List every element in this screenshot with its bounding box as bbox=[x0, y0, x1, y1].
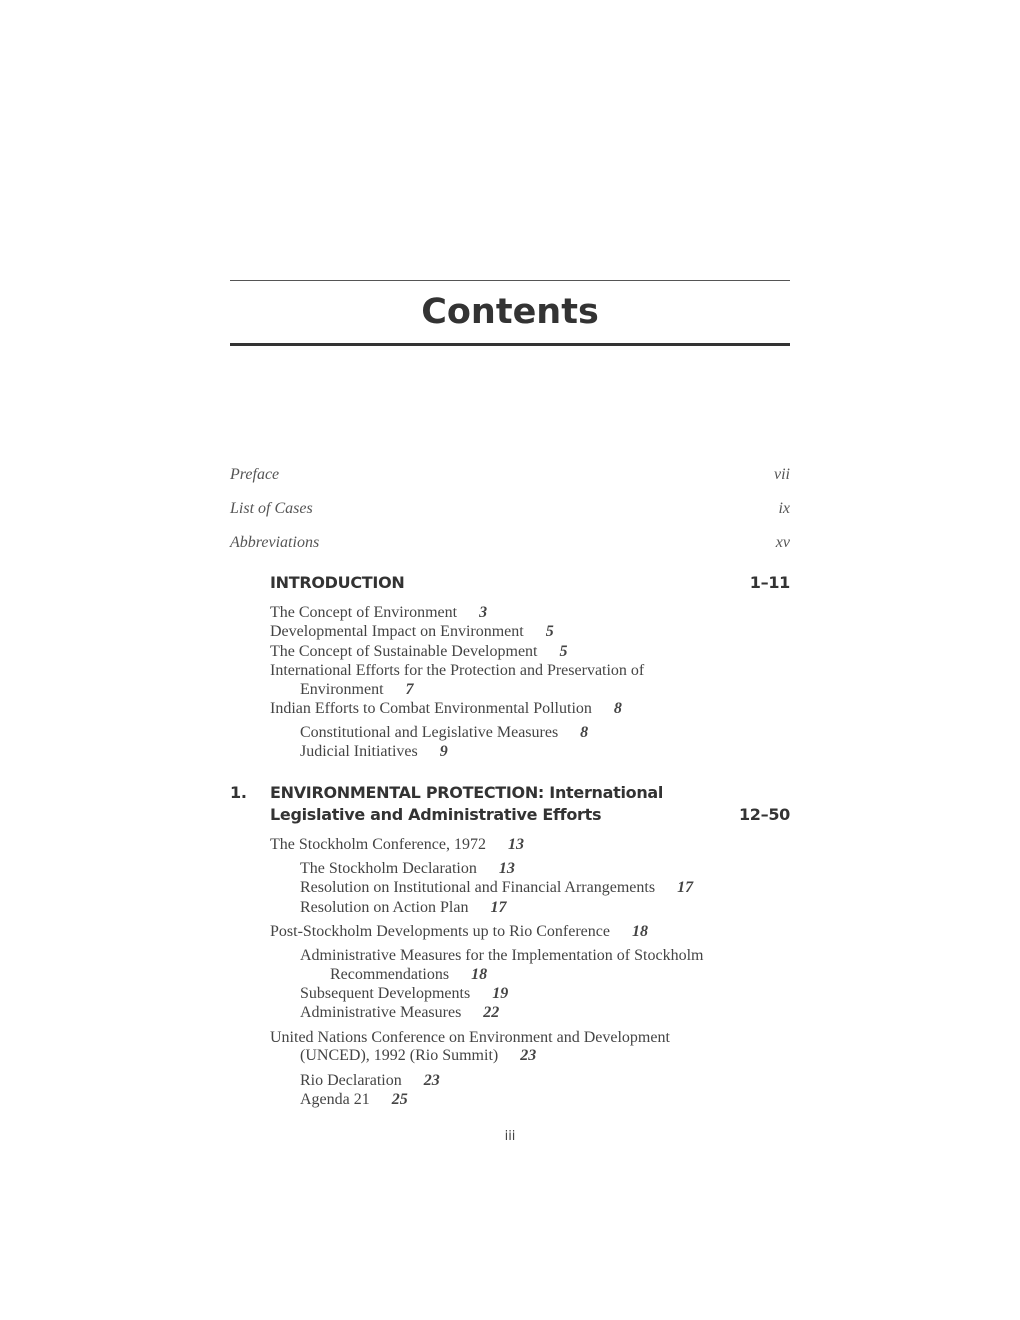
entry-page: 23 bbox=[520, 1047, 537, 1064]
toc-subentry bbox=[300, 743, 448, 761]
toc-entry bbox=[270, 662, 644, 680]
entry-text: (UNCED), 1992 (Rio Summit) bbox=[300, 1047, 499, 1064]
entry-text: Subsequent Developments bbox=[300, 985, 471, 1002]
entry-text: Administrative Measures bbox=[300, 1004, 462, 1021]
toc-subentry bbox=[300, 985, 508, 1003]
entry-page: 8 bbox=[613, 700, 622, 717]
entry-page: 18 bbox=[471, 966, 488, 983]
entry-text: Developmental Impact on Environment bbox=[270, 623, 524, 640]
entry-page: 25 bbox=[391, 1091, 408, 1108]
entry-text: International Efforts for the Protection and Preservation of bbox=[270, 662, 645, 679]
toc-subentry bbox=[300, 947, 703, 965]
toc-subentry bbox=[300, 724, 588, 742]
entry-page: 23 bbox=[423, 1072, 440, 1089]
entry-text: The Concept of Environment bbox=[270, 604, 458, 621]
toc-abbreviations-label: Abbreviations bbox=[230, 534, 320, 551]
title-underline bbox=[230, 343, 790, 346]
entry-text: Post-Stockholm Developments up to Rio Conference bbox=[270, 923, 610, 940]
toc-subentry-continued bbox=[330, 966, 487, 984]
entry-page: 19 bbox=[492, 985, 509, 1002]
entry-text: Resolution on Institutional and Financial Arrangements bbox=[300, 879, 656, 896]
entry-text: Indian Efforts to Combat Environmental Pollution bbox=[270, 700, 592, 717]
toc-list-of-cases-page: ix bbox=[778, 500, 790, 517]
toc-entry bbox=[270, 604, 487, 622]
toc-subentry bbox=[300, 1004, 499, 1022]
toc-abbreviations-page: xv bbox=[775, 534, 790, 551]
chapter-number: 1. bbox=[230, 783, 247, 802]
chapter-heading-line2: Legislative and Administrative Efforts bbox=[270, 805, 602, 824]
entry-page: 5 bbox=[559, 643, 568, 660]
entry-page: 7 bbox=[405, 681, 414, 698]
toc-entry bbox=[270, 643, 567, 661]
page-title: Contents bbox=[421, 292, 599, 332]
toc-entry bbox=[270, 836, 524, 854]
intro-heading: INTRODUCTION bbox=[270, 573, 405, 592]
toc-entry bbox=[270, 923, 648, 941]
chapter-heading-line1: ENVIRONMENTAL PROTECTION: International bbox=[270, 783, 664, 802]
entry-text: Agenda 21 bbox=[300, 1091, 370, 1108]
toc-subentry bbox=[300, 1072, 440, 1090]
entry-page: 13 bbox=[507, 836, 524, 853]
entry-page: 8 bbox=[580, 724, 589, 741]
entry-text: The Stockholm Declaration bbox=[300, 860, 477, 877]
entry-page: 5 bbox=[545, 623, 554, 640]
toc-subentry bbox=[300, 1091, 408, 1109]
top-rule bbox=[230, 280, 790, 281]
toc-subentry bbox=[300, 899, 506, 917]
toc-preface-label: Preface bbox=[230, 466, 280, 483]
entry-page: 9 bbox=[439, 743, 448, 760]
toc-subentry bbox=[300, 860, 515, 878]
entry-text: Rio Declaration bbox=[300, 1072, 402, 1089]
entry-page: 18 bbox=[631, 923, 648, 940]
toc-entry bbox=[270, 1029, 670, 1047]
toc-entry-continued bbox=[300, 681, 414, 699]
entry-text: Resolution on Action Plan bbox=[300, 899, 469, 916]
entry-text: United Nations Conference on Environment and Development bbox=[270, 1029, 670, 1046]
toc-list-of-cases-label: List of Cases bbox=[230, 500, 313, 517]
entry-page: 13 bbox=[498, 860, 515, 877]
page-number: iii bbox=[504, 1129, 516, 1144]
entry-text: Constitutional and Legislative Measures bbox=[300, 724, 559, 741]
toc-subentry bbox=[300, 879, 693, 897]
entry-page: 22 bbox=[483, 1004, 500, 1021]
entry-page: 17 bbox=[490, 899, 507, 916]
toc-entry-continued bbox=[300, 1047, 536, 1065]
toc-entry bbox=[270, 623, 554, 641]
entry-text: The Stockholm Conference, 1972 bbox=[270, 836, 486, 853]
entry-text: Environment bbox=[300, 681, 384, 698]
entry-page: 17 bbox=[677, 879, 694, 896]
toc-preface-page: vii bbox=[774, 466, 790, 483]
entry-text: The Concept of Sustainable Development bbox=[270, 643, 538, 660]
chapter-pages: 12–50 bbox=[738, 805, 790, 824]
intro-pages: 1–11 bbox=[749, 573, 790, 592]
entry-text: Recommendations bbox=[330, 966, 450, 983]
entry-text: Administrative Measures for the Implementation of Stockholm bbox=[300, 947, 704, 964]
entry-page: 3 bbox=[479, 604, 488, 621]
entry-text: Judicial Initiatives bbox=[300, 743, 418, 760]
toc-entry bbox=[270, 700, 622, 718]
